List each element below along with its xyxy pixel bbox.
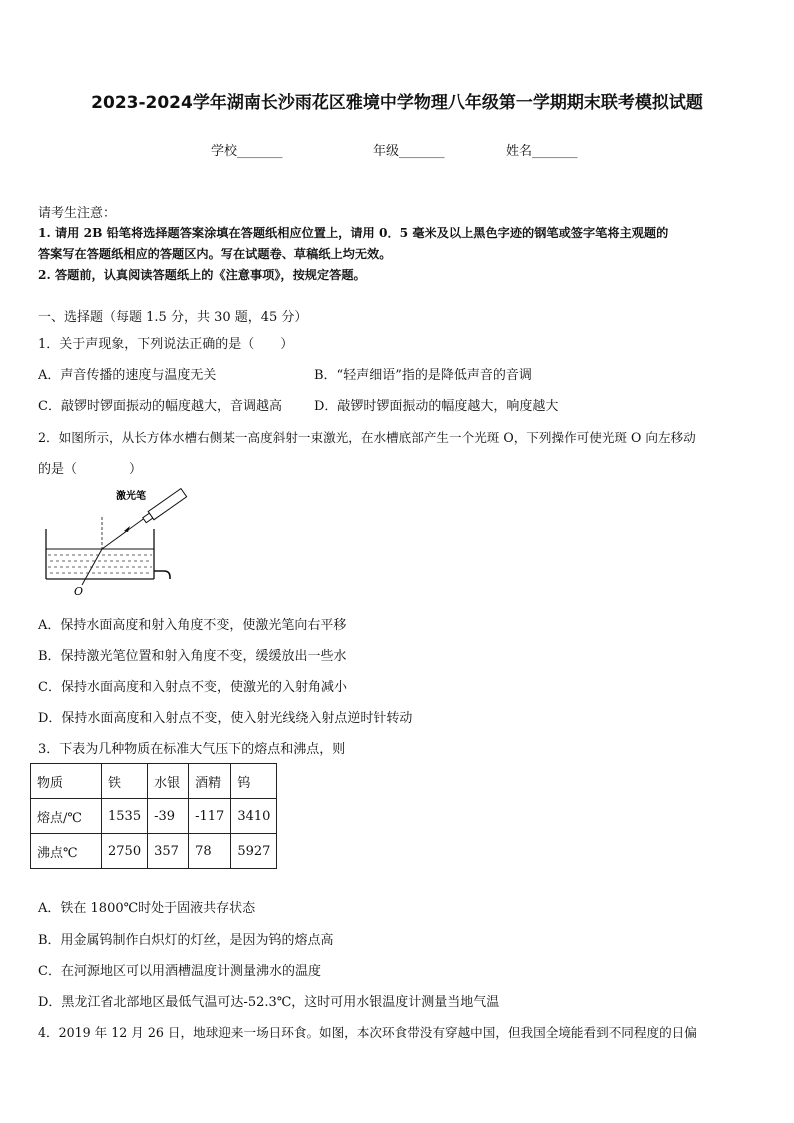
question-1-stem: 1．关于声现象，下列说法正确的是（ ） (38, 337, 294, 352)
question-3-option-b: B．用金属钨制作白炽灯的灯丝，是因为钨的熔点高 (38, 933, 334, 948)
table-header-row (31, 764, 277, 799)
name-field: 姓名_______ (506, 144, 578, 159)
question-2-stem: 2．如图所示，从长方体水槽右侧某一高度斜射一束激光，在水槽底部产生一个光斑 O，下列操作可使光斑 O 向左移动 (38, 430, 696, 445)
table-cell: 熔点/℃ (31, 799, 102, 834)
table-cell: 沸点℃ (31, 834, 102, 869)
table-header-cell: 钨 (231, 764, 277, 799)
question-2-stem-cont: 的是（ ） (38, 462, 143, 477)
water-hatching (48, 555, 152, 573)
table-cell: -117 (189, 799, 231, 834)
notice-heading: 请考生注意： (38, 206, 117, 221)
school-field: 学校_______ (211, 144, 283, 159)
question-1-option-b: B．“轻声细语”指的是降低声音的音调 (314, 368, 532, 383)
table-header-cell: 物质 (31, 764, 102, 799)
table-cell: -39 (148, 799, 189, 834)
question-3-option-c: C．在河源地区可以用酒槽温度计测量沸水的温度 (38, 964, 321, 979)
page-title: 2023-2024学年湖南长沙雨花区雅境中学物理八年级第一学期期末联考模拟试题 (91, 93, 703, 113)
table-cell: 2750 (102, 834, 148, 869)
incident-ray (102, 517, 146, 549)
question-2-option-b: B．保持激光笔位置和射入角度不变，缓缓放出一些水 (38, 649, 347, 664)
table-cell: 5927 (231, 834, 277, 869)
question-3-option-d: D．黑龙江省北部地区最低气温可达-52.3℃，这时可用水银温度计测量当地气温 (38, 995, 500, 1010)
notice-item-2: 2. 答题前，认真阅读答题纸上的《注意事项》，按规定答题。 (38, 268, 366, 282)
table-cell: 3410 (231, 799, 277, 834)
table-header-cell: 铁 (102, 764, 148, 799)
question-1-option-d: D．敲锣时锣面振动的幅度越大，响度越大 (314, 399, 559, 414)
question-3-stem: 3．下表为几种物质在标准大气压下的熔点和沸点，则 (38, 742, 346, 757)
table-header-cell: 水银 (148, 764, 189, 799)
laser-pen-label: 激光笔 (116, 491, 146, 502)
table-header-cell: 酒精 (189, 764, 231, 799)
table-cell: 1535 (102, 799, 148, 834)
table-row (31, 799, 277, 834)
grade-field: 年级_______ (373, 144, 445, 159)
section-heading: 一、选择题（每题 1.5 分，共 30 题，45 分） (38, 310, 308, 325)
question-4-stem: 4．2019 年 12 月 26 日，地球迎来一场日环食。如图，本次环食带没有穿越中国，但我国全境能看到不同程度的日偏 (38, 1025, 697, 1040)
notice-item-1-cont: 答案写在答题纸相应的答题区内。写在试题卷、草稿纸上均无效。 (38, 247, 392, 261)
question-3-option-a: A．铁在 1800℃时处于固液共存状态 (38, 901, 256, 916)
question-2-option-a: A．保持水面高度和射入角度不变，使激光笔向右平移 (38, 618, 347, 633)
table-cell: 357 (148, 834, 189, 869)
melting-boiling-table (30, 763, 277, 869)
spot-o-label: O (74, 585, 84, 597)
question-2-option-d: D．保持水面高度和入射点不变，使入射光线绕入射点逆时针转动 (38, 711, 413, 726)
question-1-option-c: C．敲锣时锣面振动的幅度越大，音调越高 (38, 399, 282, 414)
table-cell: 78 (189, 834, 231, 869)
question-2-option-c: C．保持水面高度和入射点不变，使激光的入射角减小 (38, 680, 347, 695)
drain-tap-icon (154, 571, 170, 579)
laser-water-tank-figure (36, 487, 196, 597)
laser-pen-icon (142, 489, 187, 525)
table-row (31, 834, 277, 869)
question-1-option-a: A．声音传播的速度与温度无关 (38, 368, 217, 383)
notice-item-1: 1. 请用 2B 铅笔将选择题答案涂填在答题纸相应位置上，请用 0．5 毫米及以上黑色字迹的钢笔或签字笔将主观题的 (38, 226, 669, 240)
